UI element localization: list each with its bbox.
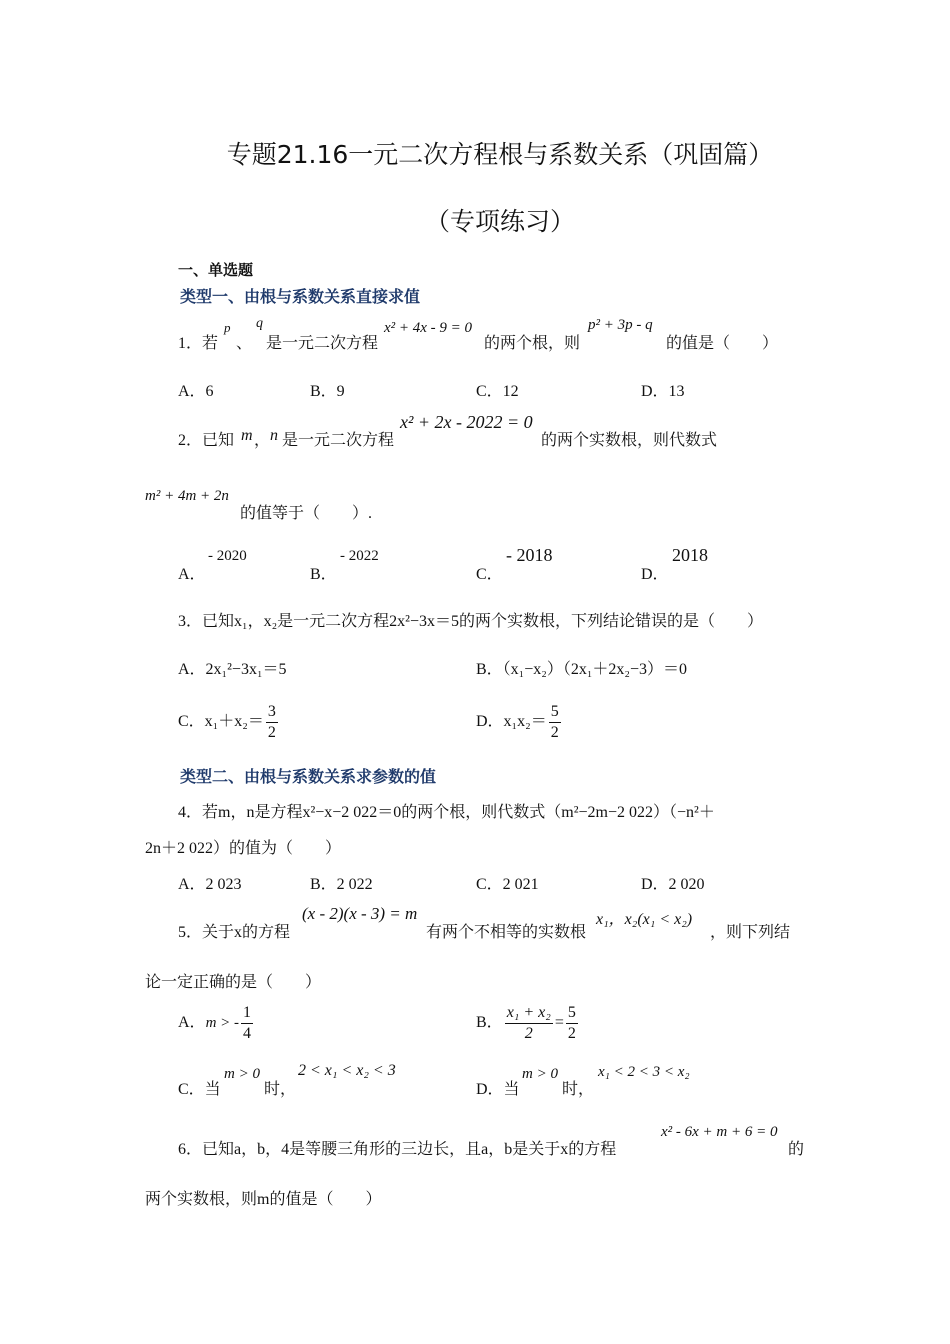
q3-option-c-denominator: 2 [267, 724, 276, 741]
q1-option-b: B．9 [310, 383, 345, 400]
q5-option-d-cond: m > 0 [522, 1066, 558, 1082]
q5-option-a-expr: m > - [205, 1015, 240, 1032]
q5-option-d-when: 时， [562, 1081, 595, 1098]
q6-end: 的 [788, 1141, 805, 1158]
q5-option-d-label: D．当 [476, 1081, 520, 1098]
q1-mid: 是一元二次方程 [266, 335, 379, 352]
q2-comma: ， [254, 432, 271, 449]
q2-var-n: n [270, 427, 278, 444]
q6-line2: 两个实数根，则m的值是（ ） [145, 1191, 382, 1208]
q5-option-b-rhs-fraction [566, 1003, 578, 1044]
q3-option-d-label: D．x₁x₂＝ [476, 713, 547, 731]
q2-equation: x² + 2x - 2022 = 0 [400, 412, 533, 432]
q2-value-b: - 2022 [340, 548, 379, 564]
q2-value-d: 2018 [672, 545, 708, 565]
q5-option-a [178, 1003, 255, 1044]
q5-option-d-expr: x₁ < 2 < 3 < x₂ [598, 1064, 690, 1080]
q3-stem: 3．已知x₁，x₂是一元二次方程2x²−3x＝5的两个实数根，下列结论错误的是（ ） [178, 613, 763, 630]
q1-option-d: D．13 [641, 383, 685, 400]
q3-option-a: A．2x₁²−3x₁＝5 [178, 661, 287, 678]
q1-end: 的值是（ ） [666, 335, 779, 352]
q4-option-a: A．2 023 [178, 876, 242, 893]
q3-option-c-label: C．x₁＋x₂＝ [178, 713, 264, 731]
q2-label-d: D． [641, 566, 669, 583]
q3-option-c-fraction [266, 702, 278, 743]
q5-option-b-denominator: 2 [524, 1025, 533, 1042]
q1-var-q: q [256, 316, 263, 331]
type-heading-1: 类型一、由根与系数关系直接求值 [180, 287, 421, 306]
q3-option-b: B．（x₁−x₂）（2x₁＋2x₂−3）＝0 [476, 661, 688, 678]
q2-var-m: m [241, 427, 253, 444]
q5-option-a-label: A． [178, 1014, 206, 1032]
q1-number: 1．若 [178, 335, 219, 352]
q2-end: 的两个实数根，则代数式 [541, 432, 718, 449]
q5-option-a-fraction [241, 1003, 253, 1044]
q2-end2: 的值等于（ ）. [240, 505, 373, 522]
q3-option-c-numerator: 3 [266, 702, 278, 723]
q2-value-c: - 2018 [506, 545, 553, 565]
q4-option-d: D．2 020 [641, 876, 705, 893]
q3-option-d [476, 702, 563, 743]
type-heading-2: 类型二、由根与系数关系求参数的值 [180, 767, 437, 786]
q6-equation: x² - 6x + m + 6 = 0 [661, 1124, 778, 1140]
q5-option-c-cond: m > 0 [224, 1066, 260, 1082]
q4-line1: 4．若m，n是方程x²−x−2 022＝0的两个根，则代数式（m²−2m−2 022）（−n²＋ [178, 804, 715, 821]
q1-mid2: 的两个根，则 [484, 335, 581, 352]
q5-equation: (x - 2)(x - 3) = m [302, 904, 418, 923]
q5-option-b-label: B． [476, 1014, 503, 1032]
q5-option-a-numerator: 1 [241, 1003, 253, 1024]
q1-expression: p² + 3p - q [588, 317, 653, 333]
q2-expression: m² + 4m + 2n [145, 488, 229, 504]
q3-option-d-fraction [549, 702, 561, 743]
q5-lead: 5．关于x的方程 [178, 924, 291, 941]
q5-option-b [476, 1003, 580, 1044]
q5-mid: 有两个不相等的实数根 [426, 924, 587, 941]
q5-option-b-rhs-denominator: 2 [567, 1025, 576, 1042]
q3-option-c [178, 702, 280, 743]
q4-option-b: B．2 022 [310, 876, 373, 893]
q3-option-d-numerator: 5 [549, 702, 561, 723]
q3-option-d-denominator: 2 [550, 724, 559, 741]
q1-option-c: C．12 [476, 383, 519, 400]
q5-end: ，则下列结 [710, 924, 791, 941]
q5-option-c-label: C．当 [178, 1081, 221, 1098]
q2-label-a: A． [178, 566, 206, 583]
q4-line2: 2n＋2 022）的值为（ ） [145, 840, 342, 857]
q1-equation: x² + 4x - 9 = 0 [384, 320, 473, 336]
q4-option-c: C．2 021 [476, 876, 539, 893]
q2-label-b: B． [310, 566, 337, 583]
q1-option-a: A．6 [178, 383, 214, 400]
q5-option-b-rhs-numerator: 5 [566, 1003, 578, 1024]
q1-sep: 、 [236, 335, 253, 352]
q5-option-c-expr: 2 < x₁ < x₂ < 3 [298, 1062, 396, 1079]
page-title: 专题21.16一元二次方程根与系数关系（巩固篇） [226, 140, 774, 169]
section-heading: 一、单选题 [178, 261, 254, 279]
q2-label-c: C． [476, 566, 503, 583]
q2-mid: 是一元二次方程 [282, 432, 395, 449]
q5-option-b-numerator: x₁ + x₂ [505, 1003, 553, 1024]
page-subtitle: （专项练习） [424, 207, 575, 236]
q5-option-b-equals: = [554, 1014, 564, 1032]
q1-var-p: p [224, 320, 231, 335]
q5-line2: 论一定正确的是（ ） [145, 974, 322, 991]
q5-option-c-when: 时， [264, 1081, 297, 1098]
q5-option-b-fraction [505, 1003, 553, 1044]
q5-roots: x₁，x₂(x₁ < x₂) [596, 911, 693, 928]
q2-lead: 2．已知 [178, 432, 235, 449]
q6-line1: 6．已知a，b，4是等腰三角形的三边长，且a，b是关于x的方程 [178, 1141, 617, 1158]
q5-option-a-denominator: 4 [243, 1025, 252, 1042]
q2-value-a: - 2020 [208, 548, 247, 564]
